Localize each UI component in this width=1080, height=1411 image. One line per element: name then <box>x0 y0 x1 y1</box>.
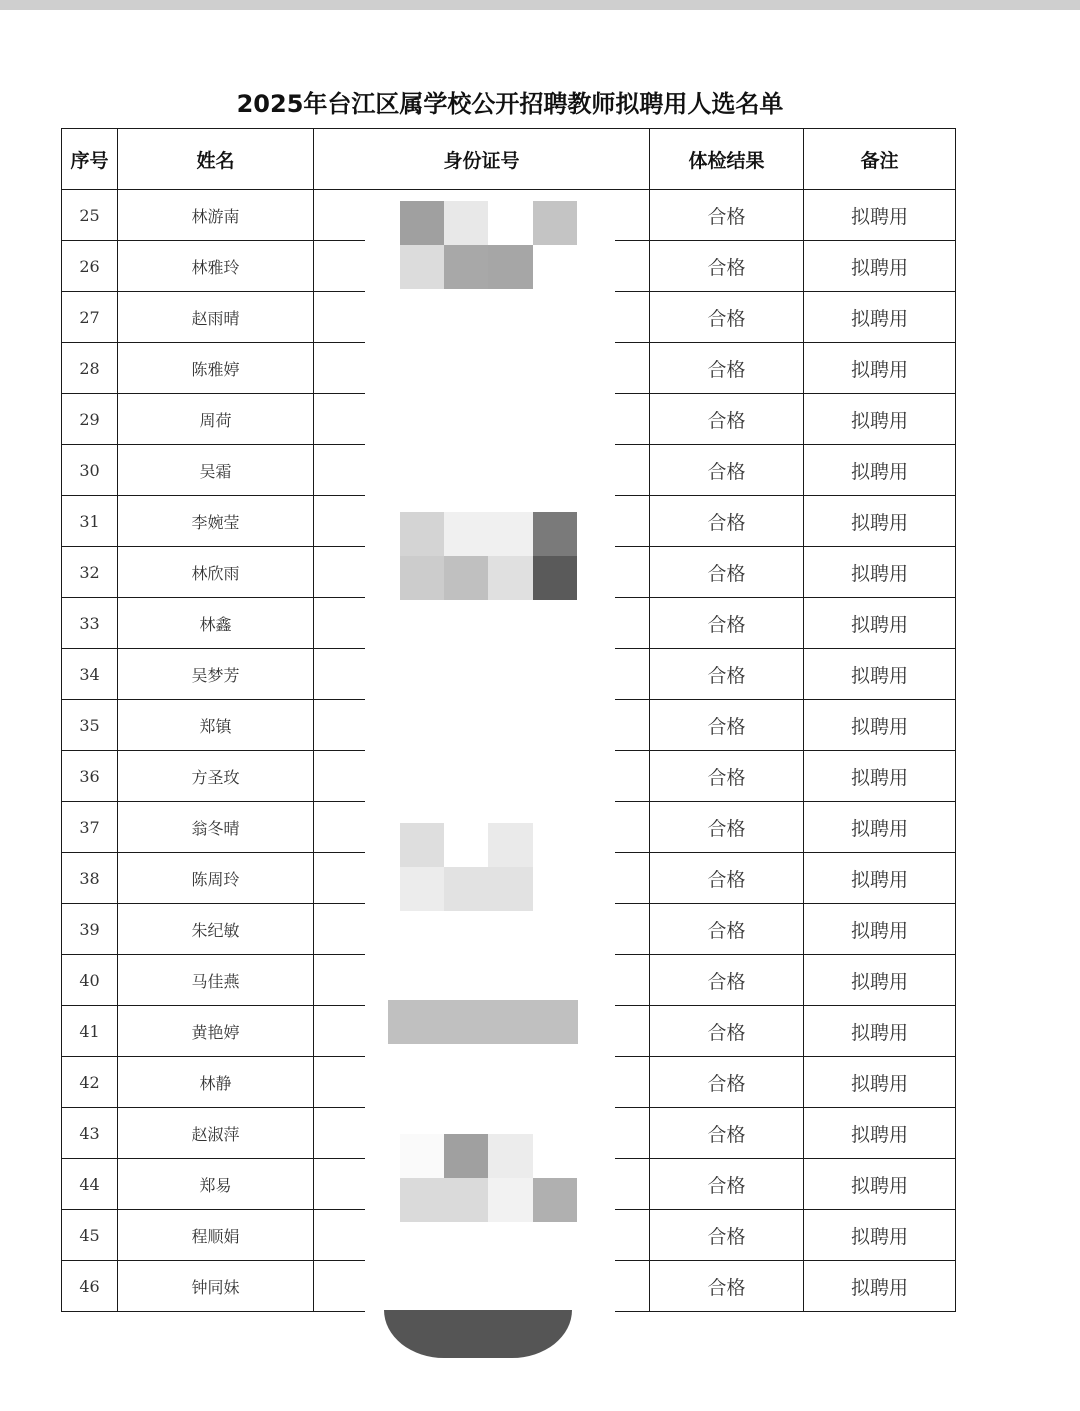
row-name: 郑易 <box>118 1159 314 1210</box>
row-seq: 33 <box>62 598 118 649</box>
row-name: 陈周玲 <box>118 853 314 904</box>
row-remark: 拟聘用 <box>804 751 956 802</box>
row-seq: 44 <box>62 1159 118 1210</box>
row-seq: 46 <box>62 1261 118 1312</box>
row-remark: 拟聘用 <box>804 1006 956 1057</box>
row-exam-result: 合格 <box>650 241 804 292</box>
mosaic-block <box>400 512 444 556</box>
row-name: 黄艳婷 <box>118 1006 314 1057</box>
row-seq: 30 <box>62 445 118 496</box>
row-exam-result: 合格 <box>650 190 804 241</box>
mosaic-block <box>488 245 533 289</box>
mosaic-block <box>444 867 488 911</box>
row-remark: 拟聘用 <box>804 1210 956 1261</box>
row-exam-result: 合格 <box>650 955 804 1006</box>
mosaic-block <box>533 512 577 556</box>
row-exam-result: 合格 <box>650 649 804 700</box>
row-remark: 拟聘用 <box>804 241 956 292</box>
row-remark: 拟聘用 <box>804 904 956 955</box>
mosaic-block <box>488 823 533 867</box>
row-seq: 34 <box>62 649 118 700</box>
row-seq: 29 <box>62 394 118 445</box>
row-remark: 拟聘用 <box>804 547 956 598</box>
row-seq: 32 <box>62 547 118 598</box>
row-remark: 拟聘用 <box>804 1057 956 1108</box>
header-exam-result: 体检结果 <box>650 129 804 190</box>
row-name: 马佳燕 <box>118 955 314 1006</box>
row-seq: 31 <box>62 496 118 547</box>
row-remark: 拟聘用 <box>804 1261 956 1312</box>
mosaic-block <box>488 1178 533 1222</box>
row-remark: 拟聘用 <box>804 292 956 343</box>
header-name: 姓名 <box>118 129 314 190</box>
header-remark: 备注 <box>804 129 956 190</box>
row-exam-result: 合格 <box>650 547 804 598</box>
row-seq: 28 <box>62 343 118 394</box>
row-exam-result: 合格 <box>650 751 804 802</box>
mosaic-block <box>400 201 444 245</box>
mosaic-block <box>444 512 488 556</box>
row-seq: 40 <box>62 955 118 1006</box>
mosaic-block <box>444 201 488 245</box>
row-exam-result: 合格 <box>650 853 804 904</box>
mosaic-block <box>488 512 533 556</box>
row-remark: 拟聘用 <box>804 1159 956 1210</box>
row-name: 钟同妹 <box>118 1261 314 1312</box>
row-remark: 拟聘用 <box>804 190 956 241</box>
row-exam-result: 合格 <box>650 1108 804 1159</box>
row-remark: 拟聘用 <box>804 394 956 445</box>
mosaic-block <box>400 867 444 911</box>
row-seq: 45 <box>62 1210 118 1261</box>
mosaic-block <box>400 823 444 867</box>
row-name: 吴梦芳 <box>118 649 314 700</box>
document-title: 2025年台江区属学校公开招聘教师拟聘用人选名单 <box>236 90 784 118</box>
row-remark: 拟聘用 <box>804 649 956 700</box>
mosaic-block <box>488 1134 533 1178</box>
row-exam-result: 合格 <box>650 292 804 343</box>
row-seq: 37 <box>62 802 118 853</box>
row-seq: 43 <box>62 1108 118 1159</box>
row-remark: 拟聘用 <box>804 853 956 904</box>
row-exam-result: 合格 <box>650 598 804 649</box>
row-seq: 41 <box>62 1006 118 1057</box>
row-name: 林静 <box>118 1057 314 1108</box>
redaction-blob <box>384 1310 572 1358</box>
mosaic-block <box>400 556 444 600</box>
mosaic-block <box>400 1178 444 1222</box>
row-exam-result: 合格 <box>650 394 804 445</box>
mosaic-block <box>488 867 533 911</box>
row-exam-result: 合格 <box>650 496 804 547</box>
row-seq: 36 <box>62 751 118 802</box>
row-seq: 26 <box>62 241 118 292</box>
row-name: 李婉莹 <box>118 496 314 547</box>
row-remark: 拟聘用 <box>804 445 956 496</box>
row-exam-result: 合格 <box>650 343 804 394</box>
row-exam-result: 合格 <box>650 904 804 955</box>
row-name: 程顺娟 <box>118 1210 314 1261</box>
row-exam-result: 合格 <box>650 1006 804 1057</box>
row-name: 翁冬晴 <box>118 802 314 853</box>
row-name: 方圣玫 <box>118 751 314 802</box>
row-exam-result: 合格 <box>650 445 804 496</box>
mosaic-block <box>444 245 488 289</box>
row-exam-result: 合格 <box>650 1159 804 1210</box>
row-remark: 拟聘用 <box>804 1108 956 1159</box>
mosaic-block <box>533 1178 577 1222</box>
row-name: 郑镇 <box>118 700 314 751</box>
row-exam-result: 合格 <box>650 1261 804 1312</box>
row-name: 周荷 <box>118 394 314 445</box>
row-remark: 拟聘用 <box>804 343 956 394</box>
row-exam-result: 合格 <box>650 802 804 853</box>
mosaic-block <box>444 1134 488 1178</box>
row-name: 林鑫 <box>118 598 314 649</box>
row-seq: 25 <box>62 190 118 241</box>
mosaic-block <box>533 556 577 600</box>
row-seq: 42 <box>62 1057 118 1108</box>
table-header-row <box>62 129 956 190</box>
row-seq: 35 <box>62 700 118 751</box>
mosaic-block <box>533 201 577 245</box>
row-seq: 27 <box>62 292 118 343</box>
mosaic-block <box>444 1178 488 1222</box>
mosaic-block <box>400 1134 444 1178</box>
top-scroll-bar <box>0 0 1080 10</box>
row-exam-result: 合格 <box>650 700 804 751</box>
mosaic-block <box>488 556 533 600</box>
row-remark: 拟聘用 <box>804 955 956 1006</box>
row-remark: 拟聘用 <box>804 598 956 649</box>
row-name: 林欣雨 <box>118 547 314 598</box>
row-seq: 39 <box>62 904 118 955</box>
row-name: 林游南 <box>118 190 314 241</box>
row-name: 赵淑萍 <box>118 1108 314 1159</box>
row-name: 陈雅婷 <box>118 343 314 394</box>
row-exam-result: 合格 <box>650 1210 804 1261</box>
mosaic-block <box>400 245 444 289</box>
header-id-number: 身份证号 <box>314 129 650 190</box>
row-name: 赵雨晴 <box>118 292 314 343</box>
row-name: 朱纪敏 <box>118 904 314 955</box>
row-remark: 拟聘用 <box>804 700 956 751</box>
mosaic-block <box>444 556 488 600</box>
row-seq: 38 <box>62 853 118 904</box>
mosaic-block <box>388 1000 578 1044</box>
row-remark: 拟聘用 <box>804 496 956 547</box>
row-name: 吴霜 <box>118 445 314 496</box>
row-remark: 拟聘用 <box>804 802 956 853</box>
row-name: 林雅玲 <box>118 241 314 292</box>
row-exam-result: 合格 <box>650 1057 804 1108</box>
header-seq: 序号 <box>62 129 118 190</box>
